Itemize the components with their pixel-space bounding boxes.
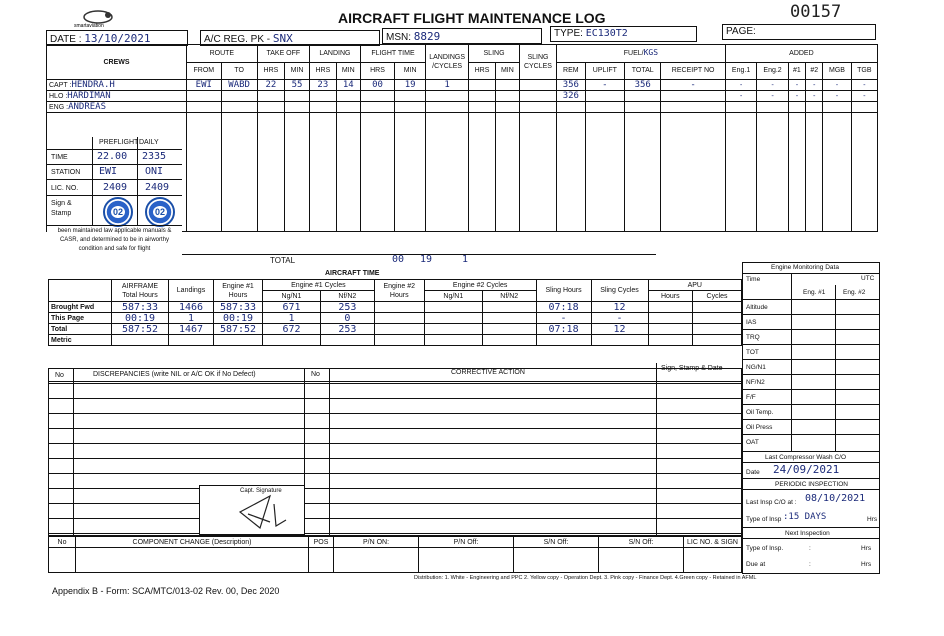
- engine-param-label: NF/N2: [746, 379, 765, 386]
- engine-param-row: [743, 434, 879, 450]
- engine-param-label: F/F: [746, 394, 756, 401]
- engine-param-row: [743, 389, 879, 405]
- engine-param-row: [743, 374, 879, 390]
- engine-param-label: NG/N1: [746, 364, 766, 371]
- page-field: PAGE:: [722, 24, 876, 40]
- total-row-time: Total 587:52 1467 587:52 672 253 07:18 12: [49, 324, 742, 335]
- engine-param-row: [743, 359, 879, 375]
- engineer-stamp-preflight: 02: [103, 197, 133, 227]
- type-field: TYPE: EC130T2: [550, 26, 697, 42]
- flight-table: CREWS ROUTE TAKE OFF LANDING FLIGHT TIME LANDINGS /CYCLES SLING SLING CYCLES FUEL/KGS ADDED FROM TO HRS MIN HRS MIN HRS MIN HRS MIN REM UPLIFT TOTAL RECEIPT NO Eng.1 Eng.2 #1 #2 MGB TGB CAPT :HENDRA.H EWI WABD 22 55 23 14 00 19 1 356 - 356 - - - - - - - HLO :HARDIMAN 326 - - - - - - ENG :ANDREAS: [46, 44, 878, 232]
- discrepancy-section: No DISCREPANCIES (write NIL or A/C OK if No Defect) No CORRECTIVE ACTION Sign, Stamp & Date Capt. Signature: [48, 368, 742, 536]
- distribution-note: Distribution: 1. White - Engineering and PPC 2. Yellow copy - Operation Dept. 3. Pink copy - Finance Dept. 4.Green copy - Retained in AFML: [414, 575, 757, 581]
- engine-param-row: [743, 404, 879, 420]
- engine-param-row: [743, 314, 879, 330]
- total-row: TOTAL 00 19 1: [182, 254, 656, 267]
- metric-row: Metric: [49, 335, 742, 346]
- captain-signature: [230, 492, 290, 532]
- engine-param-row: [743, 329, 879, 345]
- engine-param-row: [743, 419, 879, 435]
- flight-row-1: CAPT :HENDRA.H EWI WABD 22 55 23 14 00 19 1 356 - 356 - - - - - - -: [47, 80, 878, 91]
- engine-param-label: IAS: [746, 319, 757, 326]
- form-title: AIRCRAFT FLIGHT MAINTENANCE LOG: [338, 10, 606, 26]
- flight-row-2: HLO :HARDIMAN 326 - - - - - -: [47, 91, 878, 102]
- flight-row-3: ENG :ANDREAS: [47, 102, 878, 113]
- company-logo: [70, 8, 122, 28]
- preflight-block: PREFLIGHT DAILY TIME 22.00 2335 STATION EWI ONI LIC. NO. 2409 2409 Sign & Stamp 02 02 been maintained law applicable manuals & CASR, and determined to be in airworthy condition and safe for flight: [47, 137, 182, 270]
- svg-text:smartaviation: smartaviation: [74, 23, 104, 28]
- engine-param-label: Oil Press: [746, 424, 773, 431]
- component-change-table: No COMPONENT CHANGE (Description) POS P/N ON: P/N Off: S/N Off: S/N Off: LIC NO. & SIGN: [48, 536, 742, 573]
- engine-param-row: [743, 344, 879, 360]
- engine-monitoring-panel: Engine Monitoring Data Time UTC Eng. #1 Eng. #2 Altitude IAS TRQ TOT NG/N1 NF/N2 F/F Oil Temp. Oil Press OAT Last Compressor Wash C/O Date 24/09/2021 PERIODIC INSPECTION Last Insp C/O at : 08/10/2021 Type of Insp :15 DAYS Hrs Next Inspection Type of Insp. : Hrs Due at : Hrs: [742, 262, 880, 574]
- form-reference: Appendix B - Form: SCA/MTC/013-02 Rev. 00, Dec 2020: [52, 586, 280, 596]
- engine-param-label: TOT: [746, 349, 759, 356]
- ac-reg-field: A/C REG. PK - SNX: [200, 30, 380, 46]
- captain-signature-box: Capt. Signature: [199, 485, 305, 535]
- aircraft-time-table: AIRFRAME Total Hours Landings Engine #1 Hours Engine #1 Cycles Engine #2 Hours Engine #2 Cycles Sling Hours Sling Cycles APU Ng/N1 Nf/N2 Ng/N1 Nf/N2 Hours Cycles Brought Fwd 587:33 1466 587:33 671 253 07:18 12 This Page 00:19 1 00:19 1 0 - - Total 587:52 1467 587:52 672 253 07:18 12 Metric: [48, 279, 742, 346]
- date-field: DATE : 13/10/2021: [46, 30, 188, 46]
- brought-fwd-row: Brought Fwd 587:33 1466 587:33 671 253 07:18 12: [49, 302, 742, 313]
- this-page-row: This Page 00:19 1 00:19 1 0 - -: [49, 313, 742, 324]
- engine-param-label: OAT: [746, 439, 759, 446]
- engine-param-label: Altitude: [746, 304, 768, 311]
- msn-field: MSN: 8829: [382, 28, 542, 44]
- serial-number: 00157: [790, 2, 842, 22]
- engineer-stamp-daily: 02: [145, 197, 175, 227]
- engine-param-row: [743, 299, 879, 315]
- engine-param-label: TRQ: [746, 334, 760, 341]
- engine-param-label: Oil Temp.: [746, 409, 774, 416]
